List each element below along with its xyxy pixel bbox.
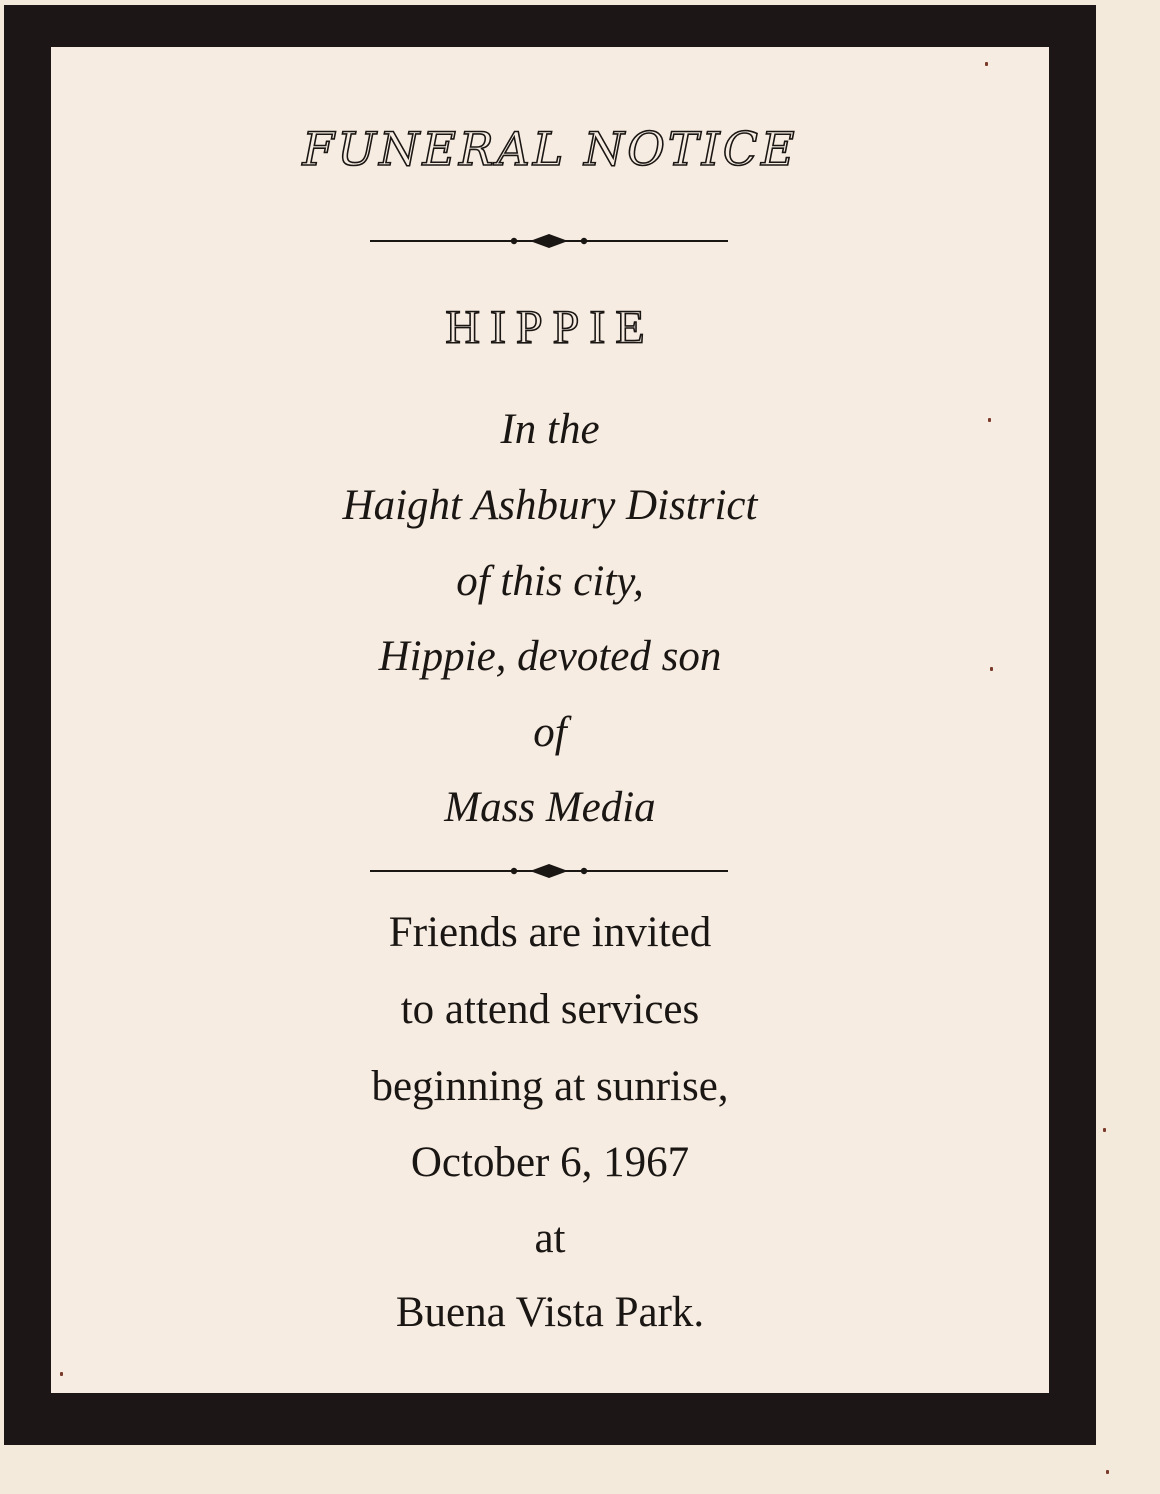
paper-speck [985, 62, 988, 66]
obituary-line: of this city, [456, 558, 644, 605]
service-line: October 6, 1967 [410, 1139, 690, 1186]
paper-speck [1103, 1128, 1106, 1132]
paper-speck [60, 1372, 63, 1376]
paper-speck [1106, 1470, 1109, 1474]
ornament-divider-bottom [370, 861, 728, 881]
notice-title: FUNERAL NOTICE [302, 122, 798, 176]
obituary-line: Haight Ashbury District [342, 482, 758, 529]
ornament-divider-top [370, 231, 728, 251]
obituary-line: In the [500, 406, 600, 453]
service-line: beginning at sunrise, [371, 1063, 729, 1110]
paper-speck [988, 418, 991, 422]
obituary-line: Mass Media [444, 784, 656, 831]
service-line: at [534, 1215, 566, 1262]
service-line: Buena Vista Park. [395, 1289, 705, 1336]
obituary-line: Hippie, devoted son [378, 633, 722, 680]
paper-speck [990, 667, 993, 671]
notice-heading: HIPPIE [445, 301, 655, 354]
service-line: Friends are invited [388, 909, 712, 956]
obituary-line: of [533, 709, 567, 756]
service-line: to attend services [400, 986, 700, 1033]
